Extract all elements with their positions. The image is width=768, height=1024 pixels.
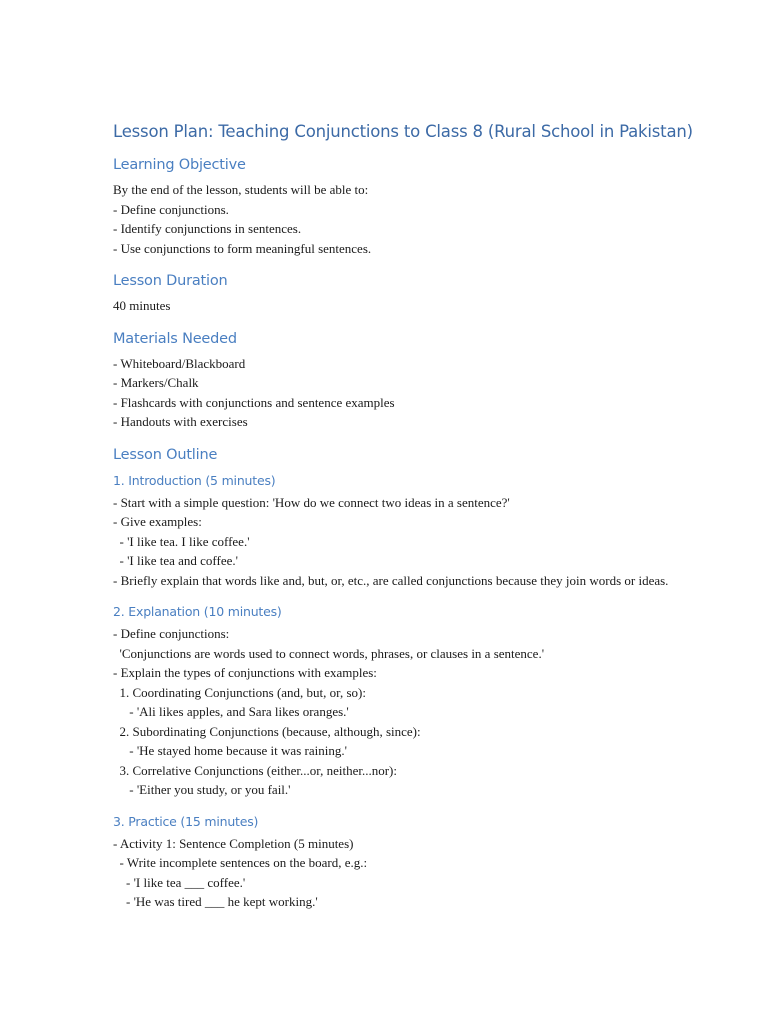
explanation-line: - 'Ali likes apples, and Sara likes oranges.' xyxy=(113,704,349,719)
learning-objective-heading: Learning Objective xyxy=(113,157,246,173)
introduction-heading: 1. Introduction (5 minutes) xyxy=(113,472,276,488)
introduction-subsection xyxy=(113,473,713,591)
explanation-line: - Explain the types of conjunctions with examples: xyxy=(113,665,377,680)
introduction-line: - Start with a simple question: 'How do we connect two ideas in a sentence?' xyxy=(113,494,510,510)
lesson-duration-heading: Lesson Duration xyxy=(113,273,228,289)
objective-line: By the end of the lesson, students will be able to: xyxy=(113,182,369,197)
material-line: - Whiteboard/Blackboard xyxy=(113,355,246,371)
introduction-line: - Give examples: xyxy=(113,514,202,529)
explanation-heading: 2. Explanation (10 minutes) xyxy=(113,604,282,619)
duration-line: 40 minutes xyxy=(113,298,171,313)
explanation-line: 2. Subordinating Conjunctions (because, although, since): xyxy=(113,723,421,739)
practice-heading: 3. Practice (15 minutes) xyxy=(113,813,259,829)
practice-line: - 'He was tired ___ he kept working.' xyxy=(113,894,318,909)
explanation-line: 'Conjunctions are words used to connect words, phrases, or clauses in a sentence.' xyxy=(113,645,545,661)
material-line: - Markers/Chalk xyxy=(113,375,199,390)
explanation-line: 3. Correlative Conjunctions (either...or, neither...nor): xyxy=(113,762,397,778)
practice-line: - Activity 1: Sentence Completion (5 minutes) xyxy=(113,835,354,851)
explanation-line: - 'Either you study, or you fail.' xyxy=(113,782,291,797)
practice-line: - 'I like tea ___ coffee.' xyxy=(113,874,246,890)
explanation-line: - 'He stayed home because it was raining.' xyxy=(113,743,347,758)
objective-line: - Identify conjunctions in sentences. xyxy=(113,221,302,236)
introduction-line: - 'I like tea and coffee.' xyxy=(113,553,238,568)
learning-objective-section xyxy=(113,157,713,258)
lesson-duration-section xyxy=(113,273,713,316)
introduction-line: - 'I like tea. I like coffee.' xyxy=(113,533,250,549)
material-line: - Flashcards with conjunctions and sentence examples xyxy=(113,394,395,410)
materials-needed-section xyxy=(113,331,713,432)
page-title: Lesson Plan: Teaching Conjunctions to Class 8 (Rural School in Pakistan) xyxy=(113,122,693,141)
lesson-outline-section xyxy=(113,447,713,912)
objective-line: - Define conjunctions. xyxy=(113,201,229,217)
document-content xyxy=(113,122,713,926)
lesson-outline-heading: Lesson Outline xyxy=(113,446,218,463)
practice-subsection xyxy=(113,814,713,912)
explanation-line: - Define conjunctions: xyxy=(113,626,230,641)
material-line: - Handouts with exercises xyxy=(113,414,248,429)
materials-needed-heading: Materials Needed xyxy=(113,330,237,347)
explanation-line: 1. Coordinating Conjunctions (and, but, or, so): xyxy=(113,684,366,700)
practice-line: - Write incomplete sentences on the board, e.g.: xyxy=(113,855,368,870)
objective-line: - Use conjunctions to form meaningful sentences. xyxy=(113,240,372,256)
introduction-line: - Briefly explain that words like and, but, or, etc., are called conjunctions because they join words or ideas. xyxy=(113,572,669,588)
explanation-subsection xyxy=(113,604,713,800)
